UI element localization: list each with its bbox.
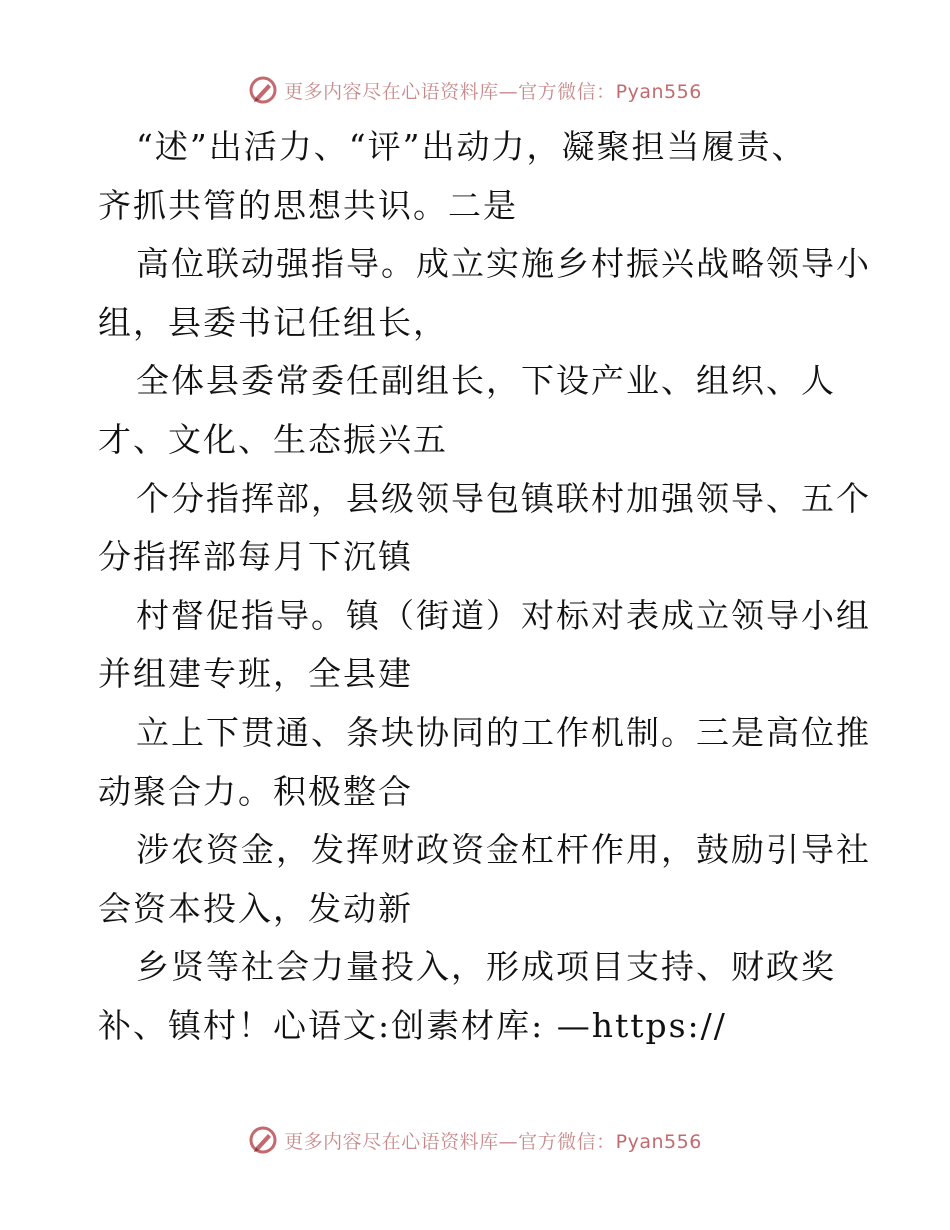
- text-line: “述”出活力、“评”出动力，凝聚担当履责、: [136, 127, 807, 166]
- text-line: 个分指挥部，县级领导包镇联村加强领导、五个: [136, 478, 871, 518]
- text-line: 高位联动强指导。成立实施乡村振兴战略领导小: [136, 244, 871, 284]
- text-line: 并组建专班，全县建: [98, 654, 413, 694]
- text-line: 动聚合力。积极整合: [98, 771, 413, 811]
- text-line: 组，县委书记任组长，: [98, 302, 448, 342]
- footer-watermark: [0, 1120, 950, 1160]
- watermark-wechat-id: Pyan556: [615, 80, 702, 103]
- text-line: 涉农资金，发挥财政资金杠杆作用，鼓励引导社: [136, 830, 871, 870]
- document-body: [98, 118, 888, 1056]
- text-line: 乡贤等社会力量投入，形成项目支持、财政奖: [136, 947, 836, 987]
- text-line: 补、镇村！心语文:创素材库: —https://: [98, 1005, 727, 1045]
- text-line: 会资本投入，发动新: [98, 888, 413, 928]
- text-line: 齐抓共管的思想共识。二是: [98, 185, 518, 225]
- watermark-text: 更多内容尽在心语资料库—官方微信：Pyan556: [284, 80, 702, 103]
- header-watermark: [0, 70, 950, 110]
- text-line: 才、文化、生态振兴五: [98, 419, 448, 459]
- text-line: 村督促指导。镇（街道）对标对表成立领导小组: [136, 595, 871, 635]
- text-line: 全体县委常委任副组长，下设产业、组织、人: [136, 361, 836, 401]
- text-line: 立上下贯通、条块协同的工作机制。三是高位推: [136, 712, 871, 752]
- watermark-text: 更多内容尽在心语资料库—官方微信：Pyan556: [284, 1130, 702, 1153]
- pen-circle-logo-icon: [248, 1125, 278, 1155]
- pen-circle-logo-icon: [248, 75, 278, 105]
- text-line: 分指挥部每月下沉镇: [98, 537, 413, 577]
- watermark-wechat-id: Pyan556: [615, 1130, 702, 1153]
